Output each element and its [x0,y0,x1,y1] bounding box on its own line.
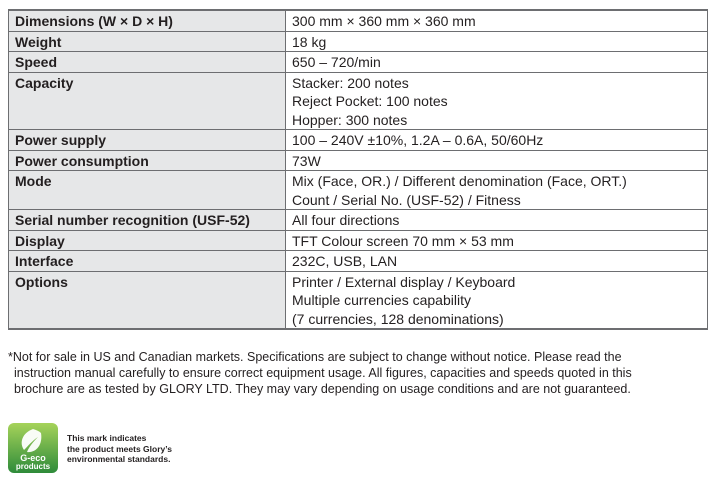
spec-value [286,10,708,31]
spec-value-line: Mix (Face, OR.) / Different denomination (Face, ORT.) [292,173,627,189]
spec-label: Mode [9,171,286,210]
spec-value [286,210,708,231]
spec-value [286,130,708,151]
spec-value [286,230,708,251]
spec-row [9,210,708,231]
eco-mark-description-line: environmental standards. [67,454,171,464]
spec-value [286,52,708,73]
footnote-line: instruction manual carefully to ensure correct equipment usage. All figures, capacities and speeds quoted in this [14,366,632,380]
spec-label: Capacity [9,72,286,130]
spec-value-line: 18 kg [292,33,327,50]
spec-value-line: Hopper: 300 notes [292,111,408,128]
specifications-table-body [9,10,708,329]
spec-row [9,31,708,52]
spec-value [286,150,708,171]
g-eco-logo-text: G-eco [20,453,46,463]
spec-value-line: Count / Serial No. (USF-52) / Fitness [292,191,521,208]
spec-row [9,10,708,31]
spec-value-line: Stacker: 200 notes [292,74,409,91]
spec-value-line: All four directions [292,212,400,228]
spec-label: Power supply [9,130,286,151]
g-eco-leaf-icon [8,423,58,473]
spec-value-line: 73W [292,152,321,169]
spec-value-line: 300 mm × 360 mm × 360 mm [292,13,476,29]
spec-value-line: Reject Pocket: 100 notes [292,93,448,109]
spec-label: Dimensions (W × D × H) [9,10,286,31]
g-eco-logo [8,423,58,473]
spec-value [286,31,708,52]
spec-row [9,150,708,171]
eco-mark-description-line: This mark indicates [67,433,147,443]
spec-label: Options [9,271,286,329]
spec-value-line: Multiple currencies capability [292,292,471,308]
spec-row [9,230,708,251]
spec-value [286,271,708,329]
spec-row [9,271,708,329]
footnote-line: *Not for sale in US and Canadian markets. Specifications are subject to change without notice. Please read the [8,350,622,364]
footnote [8,349,688,397]
spec-value-line: Printer / External display / Keyboard [292,273,516,290]
spec-label: Power consumption [9,150,286,171]
spec-label: Weight [9,31,286,52]
spec-label: Display [9,230,286,251]
spec-value-line: (7 currencies, 128 denominations) [292,310,504,327]
spec-row [9,130,708,151]
eco-mark-description-line: the product meets Glory’s [67,443,173,454]
spec-value-line: 100 – 240V ±10%, 1.2A – 0.6A, 50/60Hz [292,132,544,148]
spec-value [286,251,708,272]
spec-row [9,171,708,210]
g-eco-logo-text: products [15,462,51,471]
spec-label: Serial number recognition (USF-52) [9,210,286,231]
spec-label: Interface [9,251,286,272]
spec-value [286,72,708,130]
spec-row [9,52,708,73]
eco-mark-description [67,433,172,465]
spec-value [286,171,708,210]
spec-value-line: TFT Colour screen 70 mm × 53 mm [292,232,514,249]
spec-row [9,251,708,272]
spec-value-line: 650 – 720/min [292,54,381,70]
footnote-line: brochure are as tested by GLORY LTD. They may vary depending on usage conditions and are not guaranteed. [14,382,631,396]
spec-row [9,72,708,130]
spec-label: Speed [9,52,286,73]
spec-value-line: 232C, USB, LAN [292,253,398,269]
specifications-table [8,9,708,330]
